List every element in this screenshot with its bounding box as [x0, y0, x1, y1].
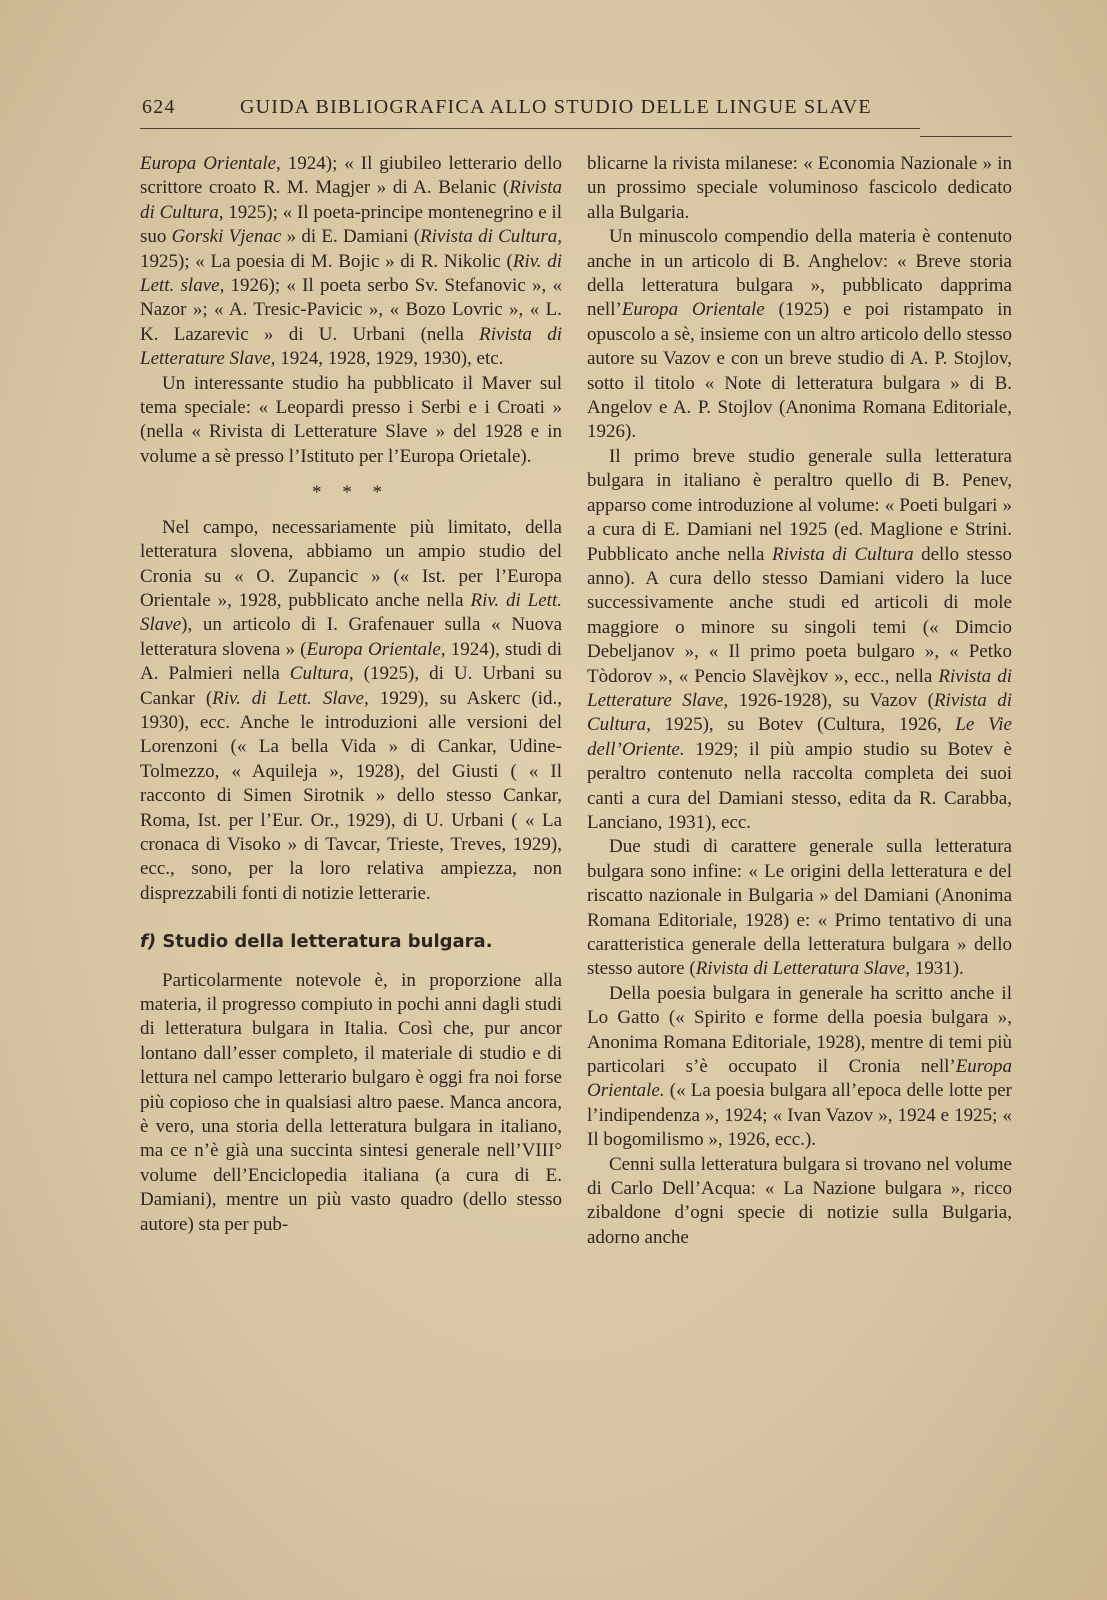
page-number: 624 [142, 96, 176, 118]
text-run: 1926-1928), su Vazov ( [728, 689, 934, 711]
running-header [142, 96, 1004, 122]
italic-citation: Riv. di Lett. Slave [140, 589, 562, 636]
italic-citation: Rivista di Letteratura Slave, [695, 958, 910, 980]
header-rule [140, 128, 920, 129]
italic-citation: Rivista di Cultura, [140, 177, 562, 223]
text-run: 1924); « Il giubileo letterario dello scrittore croato R. M. Magjer » di A. Belanic ( [140, 153, 562, 199]
paragraph [587, 1153, 1012, 1251]
text-run: (1925) e poi ristampato in opuscolo a sè, insieme con un altro articolo dello stesso autore su Vazov e con un breve studio di A. P. Stojlov, sotto il titolo « Note di letteratura bulgara » di B. Angelov e A. P. Stojlov (Anonima Romana Editoriale, 1926). [587, 299, 1012, 443]
text-run: Particolarmente notevole è, in proporzione alla materia, il progresso compiuto in pochi anni dagli studi di letteratura bulgara in Italia. Così che, pur ancor lontano dall’esser completo, il materiale di studio e di lettura nel campo letterario bulgaro è oggi fra noi forse più copioso che in qualsiasi altro paese. Manca ancora, è vero, una storia della letteratura bulgara in italiano, ma ce n’è già una succinta sintesi generale nell’VIII° volume dell’Enciclopedia italiana (a cura di E. Damiani), mentre un più vasto quadro (dello stesso autore) sta per pub- [140, 969, 562, 1235]
italic-citation: Europa Orientale, [306, 638, 446, 660]
text-run: Un minuscolo compendio della materia è contenuto anche in un articolo di B. Anghelov: « Breve storia della letteratura bulgara », pubblicato dapprima nell’ [587, 226, 1012, 321]
paragraph [587, 225, 1012, 445]
section-title: Studio della letteratura bulgara. [156, 931, 493, 953]
paragraph [587, 152, 1012, 225]
text-run: 1929; il più ampio studio su Botev è peraltro contenuto nella raccolta completa dei suoi canti a cura del Damiani stesso, edita da R. Carabba, Lanciano, 1931), ecc. [587, 738, 1012, 833]
text-run: dello stesso anno). A cura dello stesso Damiani videro la luce successivamente anche studi ed articoli di mole maggiore o minore su singoli temi (« Dimcio Debeljanov », « Il primo poeta bulgaro », « Petko Tòdorov », « Pencio Slavèjkov », ecc., nella [587, 543, 1012, 687]
paragraph [140, 969, 562, 1237]
text-run: Nel campo, necessariamente più limitato, della letteratura slovena, abbiamo un ampio studio del Cronia su « O. Zupancic » (« Ist. per l’Europa Orientale », 1928, pubblicato anche nella [140, 516, 562, 611]
italic-citation: Rivista di Cultura, [420, 226, 562, 248]
paragraph [140, 516, 562, 907]
italic-citation: Rivista di Cultura, [587, 689, 1012, 736]
text-run: (« La poesia bulgara all’epoca delle lotte per l’indipendenza », 1924; « Ivan Vazov », 1924 e 1925; « Il bogomilismo », 1926, ecc.). [587, 1080, 1012, 1151]
text-run: 1925); « La poesia di M. Bojic » di R. Nikolic ( [140, 250, 513, 272]
text-run: Il primo breve studio generale sulla letteratura bulgara in italiano è peraltro quello di B. Penev, apparso come introduzione al volume: « Poeti bulgari » a cura di E. Damiani nel 1925 (ed. Maglione e Strini. Pubblicato anche nella [587, 445, 1012, 565]
italic-citation: Riv. di Lett. slave, [140, 250, 563, 297]
header-rule-extension [920, 136, 1012, 137]
italic-citation: Cultura, [289, 663, 354, 685]
text-run: 1925); « Il poeta-principe montenegrino e il suo [140, 201, 562, 248]
text-run: 1931). [909, 958, 964, 980]
text-run: Cenni sulla letteratura bulgara si trovano nel volume di Carlo Dell’Acqua: « La Nazione bulgara », ricco zibaldone d’ogni specie di notizie sulla Bulgaria, adorno anche [587, 1153, 1012, 1248]
section-number: f) [140, 931, 157, 953]
paragraph [587, 835, 1012, 981]
text-run: 1925), su Botev (Cultura, 1926, [650, 714, 956, 736]
text-run: blicarne la rivista milanese: « Economia Nazionale » in un prossimo speciale voluminoso fascicolo dedicato alla Bulgaria. [587, 153, 1012, 223]
italic-citation: Europa Orientale. [587, 1056, 1012, 1102]
paragraph [140, 372, 562, 470]
section-heading [140, 930, 562, 954]
running-head-title: GUIDA BIBLIOGRAFICA ALLO STUDIO DELLE LINGUE SLAVE [240, 96, 872, 118]
section-separator: * * * [312, 482, 390, 504]
italic-citation: Le Vie dell’Oriente. [587, 714, 1012, 760]
text-run: ), un articolo di I. Grafenauer sulla « Nuova letteratura slovena » ( [140, 614, 562, 660]
paragraph [587, 445, 1012, 836]
text-run: 1924, 1928, 1929, 1930), etc. [275, 348, 504, 370]
text-run: 1929), su Askerc (id., 1930), ecc. Anche le introduzioni alle versioni del Lorenzoni (« La bella Vida » di Cankar, Udine-Tolmezzo, « Aquileja », 1928), del Giusti ( « Il racconto di Simen Sirotnik » dello stesso Cankar, Roma, Ist. per l’Eur. Or., 1929), di U. Urbani ( « La cronaca di Visoko » di Tavcar, Trieste, Treves, 1929), ecc., sono, per la loro relativa ampiezza, non disprezzabili fonti di notizie letterarie. [140, 687, 562, 904]
left-column [140, 152, 562, 1237]
paragraph [140, 152, 562, 372]
text-run: » di E. Damiani ( [281, 226, 421, 248]
italic-citation: Europa Orientale [621, 299, 765, 321]
text-run: (1925), di U. Urbani su Cankar ( [140, 663, 562, 709]
right-column [587, 152, 1012, 1250]
italic-citation: Gorski Vjenac [171, 226, 282, 248]
italic-citation: Rivista di Letterature Slave, [140, 323, 562, 370]
italic-citation: Europa Orientale, [140, 153, 281, 174]
paragraph [587, 982, 1012, 1153]
italic-citation: Riv. di Lett. Slave, [212, 687, 369, 709]
text-run: Della poesia bulgara in generale ha scritto anche il Lo Gatto (« Spirito e forme della poesia bulgara », Anonima Romana Editoriale, 1928), mentre di temi più particolari s’è occupato il Cronia nell’ [587, 982, 1012, 1078]
italic-citation: Rivista di Letterature Slave, [587, 665, 1012, 711]
text-run: Un interessante studio ha pubblicato il Maver sul tema speciale: « Leopardi presso i Serbi e i Croati » (nella « Rivista di Letterature Slave » del 1928 e in volume a sè presso l’Istituto per l’Europa Orietale). [140, 372, 562, 467]
italic-citation: Rivista di Cultura [771, 543, 914, 565]
text-run: 1924), studi di A. Palmieri nella [140, 638, 562, 685]
text-run: 1926); « Il poeta serbo Sv. Stefanovic », « Nazor »; « A. Tresic-Pavicic », « Bozo Lovric », « L. K. Lazarevic » di U. Urbani (nella [140, 275, 562, 345]
text-run: Due studi di carattere generale sulla letteratura bulgara sono infine: « Le origini della letteratura e del riscatto nazionale in Bulgaria » del Damiani (Anonima Romana Editoriale, 1928) e: « Primo tentativo di una caratteristica generale della letteratura bulgara » dello stesso autore ( [587, 836, 1012, 980]
